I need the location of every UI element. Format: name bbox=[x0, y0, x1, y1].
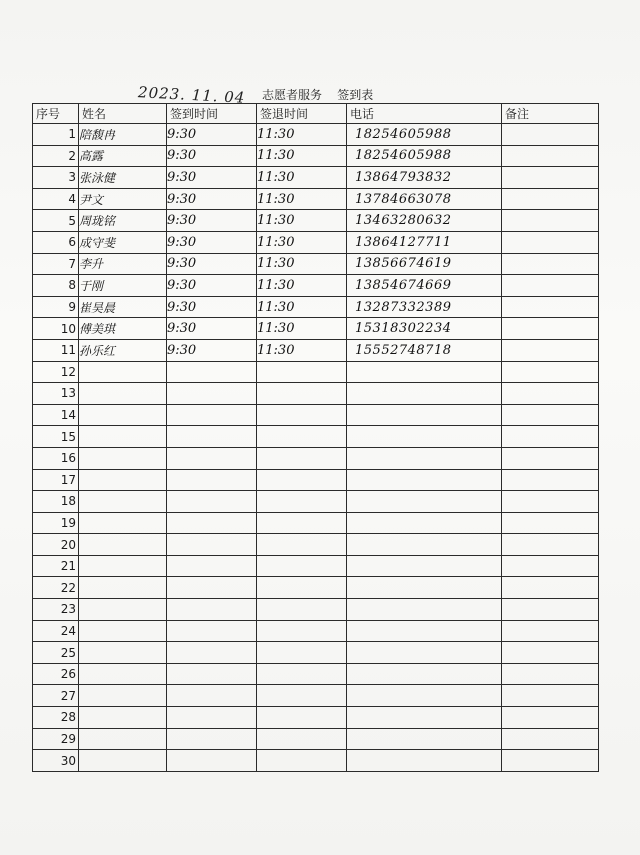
table-row bbox=[33, 447, 599, 469]
row-note bbox=[502, 124, 599, 146]
row-sign-in-time bbox=[167, 620, 257, 642]
row-name: 成守斐 bbox=[79, 231, 167, 253]
row-name: 李升 bbox=[79, 253, 167, 275]
row-name bbox=[79, 447, 167, 469]
row-sign-out-time bbox=[257, 447, 347, 469]
row-note bbox=[502, 210, 599, 232]
row-name: 张泳健 bbox=[79, 167, 167, 189]
row-note bbox=[502, 512, 599, 534]
row-sign-in-time bbox=[167, 469, 257, 491]
row-phone bbox=[347, 512, 502, 534]
row-phone: 18254605988 bbox=[347, 145, 502, 167]
row-sign-out-time bbox=[257, 469, 347, 491]
row-phone bbox=[347, 491, 502, 513]
row-sign-out-time bbox=[257, 577, 347, 599]
row-index: 25 bbox=[33, 642, 79, 664]
row-sign-in-time bbox=[167, 383, 257, 405]
table-row bbox=[33, 210, 599, 232]
row-note bbox=[502, 707, 599, 729]
row-name bbox=[79, 750, 167, 772]
row-sign-out-time bbox=[257, 361, 347, 383]
row-phone bbox=[347, 707, 502, 729]
row-phone bbox=[347, 599, 502, 621]
row-name bbox=[79, 383, 167, 405]
row-sign-in-time: 9:30 bbox=[167, 296, 257, 318]
row-sign-out-time: 11:30 bbox=[257, 231, 347, 253]
row-sign-in-time bbox=[167, 534, 257, 556]
row-sign-in-time: 9:30 bbox=[167, 253, 257, 275]
row-phone bbox=[347, 534, 502, 556]
row-sign-in-time: 9:30 bbox=[167, 145, 257, 167]
row-index: 4 bbox=[33, 188, 79, 210]
row-phone: 13864127711 bbox=[347, 231, 502, 253]
row-note bbox=[502, 231, 599, 253]
row-sign-in-time bbox=[167, 728, 257, 750]
row-phone: 15318302234 bbox=[347, 318, 502, 340]
row-phone bbox=[347, 404, 502, 426]
row-name bbox=[79, 663, 167, 685]
row-sign-in-time bbox=[167, 361, 257, 383]
row-note bbox=[502, 469, 599, 491]
table-row bbox=[33, 663, 599, 685]
row-index: 9 bbox=[33, 296, 79, 318]
column-header-note: 备注 bbox=[502, 104, 599, 124]
row-phone bbox=[347, 620, 502, 642]
column-header-name: 姓名 bbox=[79, 104, 167, 124]
row-note bbox=[502, 253, 599, 275]
row-name bbox=[79, 555, 167, 577]
row-sign-out-time: 11:30 bbox=[257, 210, 347, 232]
table-row bbox=[33, 534, 599, 556]
row-sign-in-time bbox=[167, 577, 257, 599]
row-index: 19 bbox=[33, 512, 79, 534]
column-header-sign-out-time: 签退时间 bbox=[257, 104, 347, 124]
row-name bbox=[79, 685, 167, 707]
row-note bbox=[502, 361, 599, 383]
table-row bbox=[33, 577, 599, 599]
table-row bbox=[33, 491, 599, 513]
column-header-index: 序号 bbox=[33, 104, 79, 124]
table-row bbox=[33, 469, 599, 491]
row-sign-out-time bbox=[257, 404, 347, 426]
row-index: 20 bbox=[33, 534, 79, 556]
table-header-row bbox=[33, 104, 599, 124]
row-sign-in-time: 9:30 bbox=[167, 231, 257, 253]
row-name bbox=[79, 426, 167, 448]
row-phone: 15552748718 bbox=[347, 339, 502, 361]
row-index: 26 bbox=[33, 663, 79, 685]
table-row bbox=[33, 685, 599, 707]
row-index: 5 bbox=[33, 210, 79, 232]
row-index: 17 bbox=[33, 469, 79, 491]
row-index: 23 bbox=[33, 599, 79, 621]
row-sign-in-time: 9:30 bbox=[167, 167, 257, 189]
row-index: 10 bbox=[33, 318, 79, 340]
sign-in-table bbox=[32, 103, 599, 772]
row-phone bbox=[347, 447, 502, 469]
table-row bbox=[33, 620, 599, 642]
row-sign-in-time bbox=[167, 685, 257, 707]
row-sign-in-time bbox=[167, 555, 257, 577]
table-row bbox=[33, 188, 599, 210]
row-name: 崔昊晨 bbox=[79, 296, 167, 318]
row-sign-in-time bbox=[167, 599, 257, 621]
row-note bbox=[502, 383, 599, 405]
row-sign-in-time: 9:30 bbox=[167, 339, 257, 361]
row-name: 尹文 bbox=[79, 188, 167, 210]
row-note bbox=[502, 145, 599, 167]
row-name bbox=[79, 577, 167, 599]
row-note bbox=[502, 577, 599, 599]
row-name bbox=[79, 361, 167, 383]
row-phone: 13287332389 bbox=[347, 296, 502, 318]
row-name: 陪馥冉 bbox=[79, 124, 167, 146]
row-name: 高露 bbox=[79, 145, 167, 167]
row-note bbox=[502, 447, 599, 469]
row-sign-out-time bbox=[257, 599, 347, 621]
row-phone: 13784663078 bbox=[347, 188, 502, 210]
row-phone bbox=[347, 750, 502, 772]
row-note bbox=[502, 599, 599, 621]
row-note bbox=[502, 339, 599, 361]
row-index: 3 bbox=[33, 167, 79, 189]
row-sign-in-time: 9:30 bbox=[167, 275, 257, 297]
row-note bbox=[502, 426, 599, 448]
row-name: 孙乐红 bbox=[79, 339, 167, 361]
table-row bbox=[33, 404, 599, 426]
row-sign-out-time: 11:30 bbox=[257, 275, 347, 297]
row-sign-out-time bbox=[257, 750, 347, 772]
row-name bbox=[79, 404, 167, 426]
row-sign-in-time bbox=[167, 491, 257, 513]
row-sign-out-time: 11:30 bbox=[257, 318, 347, 340]
row-phone bbox=[347, 728, 502, 750]
table-row bbox=[33, 318, 599, 340]
table-row bbox=[33, 383, 599, 405]
handwritten-date: 2023. 11. 04 bbox=[137, 83, 246, 107]
row-name bbox=[79, 620, 167, 642]
row-sign-out-time bbox=[257, 512, 347, 534]
row-index: 28 bbox=[33, 707, 79, 729]
sheet-title: 志愿者服务 签到表 bbox=[262, 88, 374, 102]
row-index: 16 bbox=[33, 447, 79, 469]
table-row bbox=[33, 361, 599, 383]
row-note bbox=[502, 318, 599, 340]
row-phone bbox=[347, 555, 502, 577]
table-row bbox=[33, 707, 599, 729]
row-index: 11 bbox=[33, 339, 79, 361]
row-sign-out-time bbox=[257, 491, 347, 513]
row-index: 15 bbox=[33, 426, 79, 448]
row-phone: 13463280632 bbox=[347, 210, 502, 232]
row-phone bbox=[347, 685, 502, 707]
row-sign-in-time: 9:30 bbox=[167, 318, 257, 340]
row-index: 29 bbox=[33, 728, 79, 750]
row-sign-out-time: 11:30 bbox=[257, 253, 347, 275]
row-sign-out-time: 11:30 bbox=[257, 167, 347, 189]
row-name bbox=[79, 707, 167, 729]
row-sign-out-time bbox=[257, 383, 347, 405]
row-phone: 18254605988 bbox=[347, 124, 502, 146]
column-header-sign-in-time: 签到时间 bbox=[167, 104, 257, 124]
row-sign-in-time bbox=[167, 707, 257, 729]
row-phone bbox=[347, 469, 502, 491]
row-note bbox=[502, 275, 599, 297]
row-sign-out-time bbox=[257, 534, 347, 556]
row-sign-out-time bbox=[257, 555, 347, 577]
row-sign-out-time bbox=[257, 707, 347, 729]
table-row bbox=[33, 339, 599, 361]
row-note bbox=[502, 663, 599, 685]
row-sign-in-time bbox=[167, 404, 257, 426]
row-sign-out-time: 11:30 bbox=[257, 188, 347, 210]
row-index: 27 bbox=[33, 685, 79, 707]
row-name bbox=[79, 534, 167, 556]
row-note bbox=[502, 728, 599, 750]
row-index: 8 bbox=[33, 275, 79, 297]
row-note bbox=[502, 491, 599, 513]
row-name: 傅美琪 bbox=[79, 318, 167, 340]
table-row bbox=[33, 231, 599, 253]
table-row bbox=[33, 750, 599, 772]
table-row bbox=[33, 296, 599, 318]
column-header-phone: 电话 bbox=[347, 104, 502, 124]
table-row bbox=[33, 426, 599, 448]
row-sign-in-time bbox=[167, 512, 257, 534]
row-phone: 13854674669 bbox=[347, 275, 502, 297]
row-sign-in-time bbox=[167, 642, 257, 664]
row-note bbox=[502, 642, 599, 664]
row-note bbox=[502, 555, 599, 577]
row-phone: 13856674619 bbox=[347, 253, 502, 275]
row-note bbox=[502, 685, 599, 707]
table-row bbox=[33, 555, 599, 577]
row-note bbox=[502, 296, 599, 318]
row-index: 22 bbox=[33, 577, 79, 599]
row-note bbox=[502, 167, 599, 189]
row-phone bbox=[347, 642, 502, 664]
table-row bbox=[33, 642, 599, 664]
row-name bbox=[79, 491, 167, 513]
row-name bbox=[79, 599, 167, 621]
row-sign-out-time bbox=[257, 620, 347, 642]
row-name bbox=[79, 642, 167, 664]
row-sign-out-time bbox=[257, 663, 347, 685]
row-sign-in-time bbox=[167, 426, 257, 448]
row-index: 2 bbox=[33, 145, 79, 167]
row-phone bbox=[347, 663, 502, 685]
row-phone: 13864793832 bbox=[347, 167, 502, 189]
row-name bbox=[79, 469, 167, 491]
row-index: 7 bbox=[33, 253, 79, 275]
row-note bbox=[502, 534, 599, 556]
row-index: 21 bbox=[33, 555, 79, 577]
row-phone bbox=[347, 383, 502, 405]
row-note bbox=[502, 750, 599, 772]
row-phone bbox=[347, 426, 502, 448]
table-row bbox=[33, 167, 599, 189]
table-row bbox=[33, 124, 599, 146]
table-row bbox=[33, 512, 599, 534]
row-sign-out-time: 11:30 bbox=[257, 124, 347, 146]
row-phone bbox=[347, 361, 502, 383]
row-sign-out-time: 11:30 bbox=[257, 296, 347, 318]
row-sign-out-time: 11:30 bbox=[257, 339, 347, 361]
row-sign-out-time bbox=[257, 685, 347, 707]
table-row bbox=[33, 145, 599, 167]
row-sign-in-time bbox=[167, 447, 257, 469]
row-phone bbox=[347, 577, 502, 599]
row-index: 6 bbox=[33, 231, 79, 253]
table-row bbox=[33, 275, 599, 297]
row-note bbox=[502, 404, 599, 426]
row-sign-in-time: 9:30 bbox=[167, 124, 257, 146]
row-sign-out-time bbox=[257, 426, 347, 448]
row-sign-in-time: 9:30 bbox=[167, 210, 257, 232]
row-sign-in-time bbox=[167, 750, 257, 772]
row-sign-out-time bbox=[257, 642, 347, 664]
row-index: 30 bbox=[33, 750, 79, 772]
row-index: 13 bbox=[33, 383, 79, 405]
row-name bbox=[79, 512, 167, 534]
table-row bbox=[33, 253, 599, 275]
table-row bbox=[33, 728, 599, 750]
row-sign-in-time bbox=[167, 663, 257, 685]
row-sign-out-time: 11:30 bbox=[257, 145, 347, 167]
row-note bbox=[502, 188, 599, 210]
row-index: 12 bbox=[33, 361, 79, 383]
row-index: 14 bbox=[33, 404, 79, 426]
row-index: 1 bbox=[33, 124, 79, 146]
row-name bbox=[79, 728, 167, 750]
row-sign-in-time: 9:30 bbox=[167, 188, 257, 210]
row-index: 18 bbox=[33, 491, 79, 513]
row-name: 于刚 bbox=[79, 275, 167, 297]
row-index: 24 bbox=[33, 620, 79, 642]
row-note bbox=[502, 620, 599, 642]
table-row bbox=[33, 599, 599, 621]
row-sign-out-time bbox=[257, 728, 347, 750]
row-name: 周珑铭 bbox=[79, 210, 167, 232]
